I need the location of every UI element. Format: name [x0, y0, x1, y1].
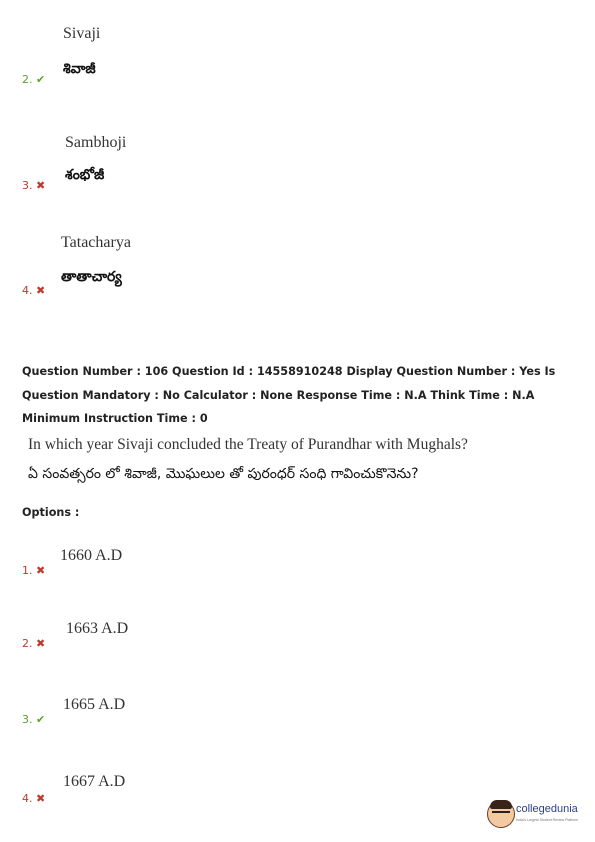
- cross-icon: ✖: [36, 179, 46, 192]
- option-number: 2.: [22, 73, 33, 86]
- option-1-marker: [22, 564, 45, 577]
- option-4-text: 1667 A.D: [63, 773, 126, 790]
- option-3-text: 1665 A.D: [63, 696, 126, 713]
- cross-icon: ✖: [36, 792, 46, 805]
- question-meta: Question Number : 106 Question Id : 14558910248 Display Question Number : Yes Is Question Mandatory : No Calculator : None Response Time : N.A Think Time : N.A Minimum Instruction Time : 0: [22, 365, 556, 425]
- option-number: 3.: [22, 713, 33, 726]
- logo-name: collegedunia: [516, 803, 578, 815]
- cross-icon: ✖: [36, 637, 46, 650]
- check-icon: ✔: [36, 73, 46, 86]
- logo-tagline: India's Largest Student Review Platform: [516, 818, 579, 822]
- option-number: 3.: [22, 179, 33, 192]
- option-2-marker: [22, 637, 45, 650]
- question-text-telugu: ఏ సంవత్సరం లో శివాజీ, మొఘలుల తో పురంధర్ సంధి గావించుకొనెను?: [28, 466, 419, 482]
- option-1-text: 1660 A.D: [60, 547, 123, 564]
- option-3-marker: [22, 713, 45, 726]
- cross-icon: ✖: [36, 284, 46, 297]
- option-4-marker: [22, 792, 45, 805]
- option-number: 2.: [22, 637, 33, 650]
- prev-option-3-telugu: శంభోజీ: [65, 167, 105, 183]
- option-2-text: 1663 A.D: [66, 620, 129, 637]
- prev-option-2-marker: [22, 73, 45, 86]
- question-text-english: In which year Sivaji concluded the Treaty of Purandhar with Mughals?: [28, 436, 468, 453]
- collegedunia-logo: [487, 800, 587, 830]
- option-number: 1.: [22, 564, 33, 577]
- prev-option-3-english: Sambhoji: [65, 134, 127, 151]
- option-number: 4.: [22, 284, 33, 297]
- option-number: 4.: [22, 792, 33, 805]
- mascot-icon: [487, 800, 515, 828]
- prev-option-4-english: Tatacharya: [61, 234, 131, 251]
- prev-option-2-english: Sivaji: [63, 25, 101, 42]
- check-icon: ✔: [36, 713, 46, 726]
- prev-option-4-telugu: తాతాచార్య: [61, 269, 122, 285]
- options-label: Options :: [22, 506, 80, 519]
- prev-option-2-telugu: శివాజీ: [63, 61, 96, 77]
- prev-option-4-marker: [22, 284, 45, 297]
- cross-icon: ✖: [36, 564, 46, 577]
- prev-option-3-marker: [22, 179, 45, 192]
